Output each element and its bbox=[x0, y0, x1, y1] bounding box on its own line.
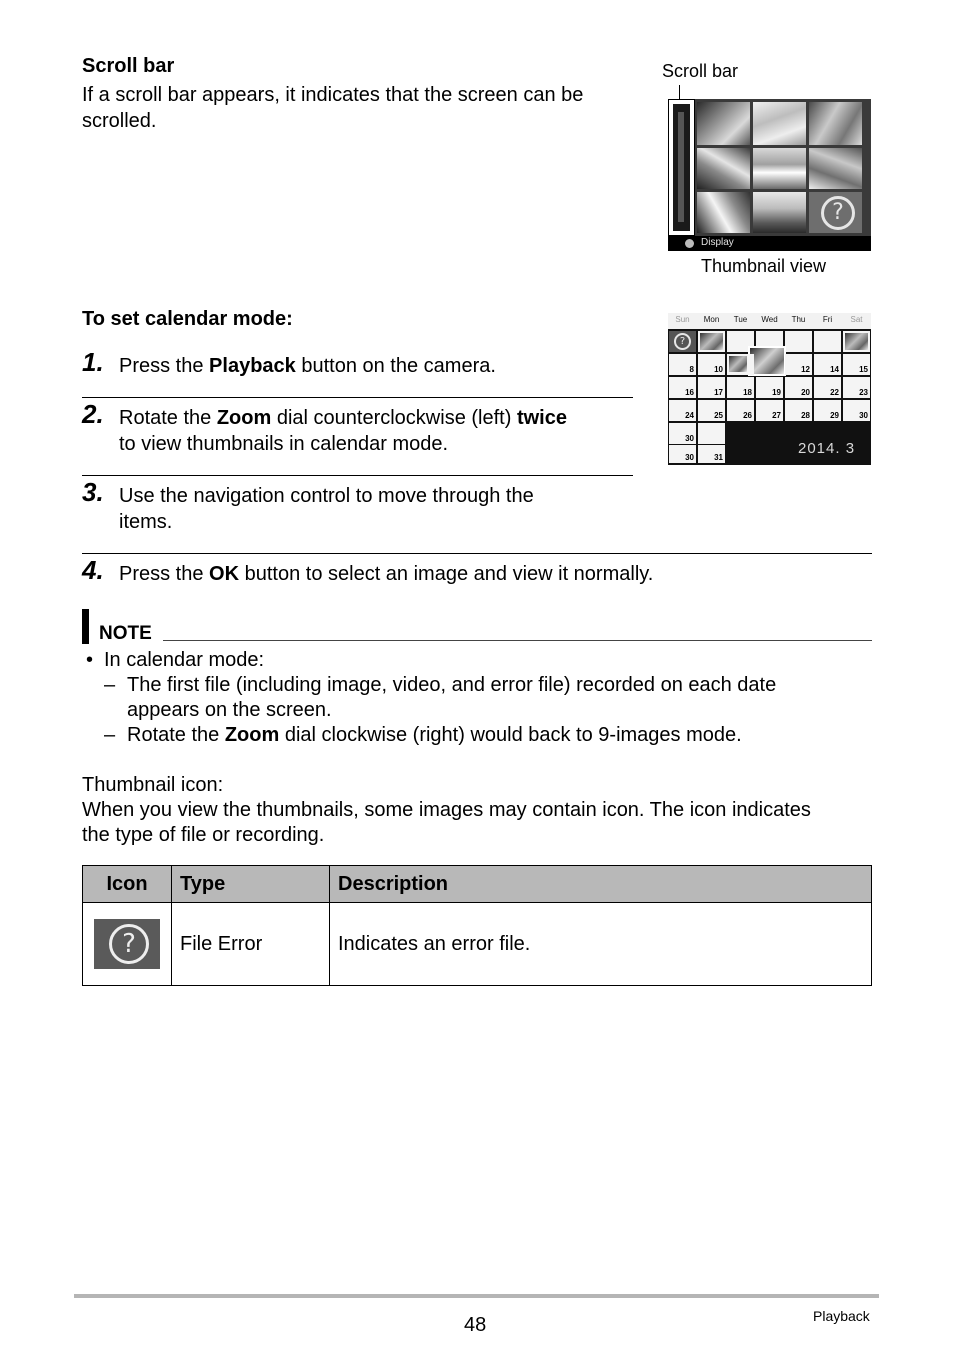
calendar-cell[interactable] bbox=[727, 354, 754, 375]
file-error-icon-box bbox=[94, 919, 160, 969]
date-number: 20 bbox=[801, 388, 810, 397]
date-number: 24 bbox=[685, 411, 694, 420]
step-text: Press the bbox=[119, 563, 210, 585]
zoom-dial-label: Zoom bbox=[216, 407, 272, 429]
note-dash-marker: – bbox=[104, 674, 116, 696]
calendar-cell[interactable] bbox=[698, 354, 725, 375]
thumbnail-image[interactable] bbox=[697, 148, 750, 189]
note-dash-1-line-2: appears on the screen. bbox=[127, 699, 332, 721]
calendar-view-screen bbox=[668, 313, 871, 465]
scroll-bar-callout-label: Scroll bar bbox=[662, 61, 739, 81]
date-number: 15 bbox=[859, 365, 868, 374]
question-mark-icon: ? bbox=[674, 333, 691, 350]
step-2-line-2: to view thumbnails in calendar mode. bbox=[119, 433, 449, 455]
note-bar bbox=[82, 609, 89, 644]
display-label: Display bbox=[701, 237, 734, 248]
calendar-cell[interactable] bbox=[756, 400, 783, 421]
calendar-cell[interactable] bbox=[785, 377, 812, 398]
calendar-cell[interactable] bbox=[756, 377, 783, 398]
screen-footer-bar bbox=[668, 236, 871, 251]
thumbnail-icon-line-2: the type of file or recording. bbox=[82, 824, 325, 846]
calendar-cell[interactable] bbox=[698, 377, 725, 398]
step-2-text bbox=[119, 405, 629, 457]
calendar-cell[interactable] bbox=[814, 354, 841, 375]
thumbnail-image[interactable] bbox=[753, 192, 806, 233]
step-text: button to select an image and view it normally. bbox=[239, 563, 654, 585]
date-number: 30 bbox=[859, 411, 868, 420]
ok-button-label: OK bbox=[209, 563, 240, 585]
note-dash-marker: – bbox=[104, 724, 116, 746]
note-dash-1-line-1: The first file (including image, video, and error file) recorded on each date bbox=[127, 674, 777, 696]
step-2-line-1 bbox=[119, 405, 629, 431]
date-number: 22 bbox=[830, 388, 839, 397]
icon-cell bbox=[83, 903, 172, 986]
date-number: 16 bbox=[685, 388, 694, 397]
calendar-cell[interactable] bbox=[669, 377, 696, 398]
thumbnail-icon-table bbox=[82, 865, 872, 986]
calendar-cell[interactable] bbox=[814, 400, 841, 421]
calendar-cell[interactable] bbox=[785, 400, 812, 421]
calendar-cell[interactable] bbox=[669, 400, 696, 421]
date-number: 29 bbox=[830, 411, 839, 420]
weekday-mon: Mon bbox=[703, 315, 720, 324]
step-3-text bbox=[119, 483, 534, 535]
step-2-number: 2. bbox=[82, 399, 104, 429]
column-header-type: Type bbox=[172, 866, 330, 903]
weekday-thu: Thu bbox=[791, 315, 806, 324]
date-number: 25 bbox=[714, 411, 723, 420]
weekday-tue: Tue bbox=[733, 315, 748, 324]
type-cell: File Error bbox=[172, 903, 330, 986]
page-number: 48 bbox=[464, 1314, 487, 1336]
thumbnail-icon-text bbox=[82, 773, 811, 848]
calendar-cell[interactable] bbox=[785, 354, 812, 375]
calendar-cell[interactable] bbox=[698, 400, 725, 421]
calendar-cell[interactable] bbox=[785, 331, 812, 352]
zoom-dial-label: Zoom bbox=[224, 724, 280, 746]
date-number: 8 bbox=[689, 365, 694, 374]
date-number: 17 bbox=[714, 388, 723, 397]
table-row bbox=[83, 903, 872, 986]
calendar-cell[interactable] bbox=[669, 423, 696, 444]
step-text: Press the bbox=[119, 355, 210, 377]
date-number: 12 bbox=[801, 365, 810, 374]
calendar-cell[interactable] bbox=[843, 354, 870, 375]
date-number: 23 bbox=[859, 388, 868, 397]
date-number: 19 bbox=[772, 388, 781, 397]
calendar-cell[interactable] bbox=[669, 354, 696, 375]
note-label: NOTE bbox=[99, 623, 152, 644]
note-text: dial clockwise (right) would back to 9-images mode. bbox=[279, 724, 742, 746]
date-number: 30 bbox=[685, 453, 694, 462]
step-text: button on the camera. bbox=[295, 355, 496, 377]
step-1-number: 1. bbox=[82, 347, 104, 377]
weekday-sat: Sat bbox=[850, 315, 863, 324]
step-1-text bbox=[119, 353, 496, 379]
weekday-wed: Wed bbox=[761, 315, 778, 324]
calendar-cell[interactable] bbox=[814, 377, 841, 398]
thumbnail-image[interactable] bbox=[809, 148, 862, 189]
scroll-bar[interactable] bbox=[668, 99, 695, 236]
calendar-mode-heading: To set calendar mode: bbox=[82, 308, 293, 330]
calendar-cell[interactable] bbox=[669, 331, 696, 352]
calendar-cell[interactable] bbox=[843, 377, 870, 398]
step-4-number: 4. bbox=[82, 555, 104, 585]
step-text: Rotate the bbox=[119, 407, 217, 429]
thumbnail-icon-heading: Thumbnail icon: bbox=[82, 774, 224, 796]
scroll-bar-track bbox=[673, 104, 690, 231]
note-bullet-text: In calendar mode: bbox=[104, 649, 265, 671]
calendar-cell[interactable] bbox=[814, 331, 841, 352]
thumbnail-image[interactable] bbox=[697, 192, 750, 233]
question-mark-icon: ? bbox=[821, 196, 855, 230]
calendar-thumbnail bbox=[700, 333, 723, 350]
weekday-sun: Sun bbox=[675, 315, 690, 324]
thumbnail-image[interactable] bbox=[809, 102, 862, 145]
scroll-bar-description: If a scroll bar appears, it indicates that the screen can be scrolled. bbox=[82, 84, 584, 132]
step-divider bbox=[82, 553, 872, 554]
step-divider bbox=[82, 397, 633, 398]
step-text: dial counterclockwise (left) bbox=[271, 407, 517, 429]
date-number: 18 bbox=[743, 388, 752, 397]
date-number: 10 bbox=[714, 365, 723, 374]
playback-button-label: Playback bbox=[209, 355, 296, 377]
scroll-bar-thumb[interactable] bbox=[678, 112, 684, 222]
calendar-cell[interactable] bbox=[843, 331, 870, 352]
thumbnail-image[interactable] bbox=[697, 102, 750, 145]
description-cell: Indicates an error file. bbox=[330, 903, 872, 986]
calendar-thumbnail bbox=[845, 333, 868, 350]
footer-rule bbox=[74, 1294, 879, 1298]
thumbnail-image[interactable] bbox=[753, 102, 806, 145]
step-3-number: 3. bbox=[82, 477, 104, 507]
column-header-icon: Icon bbox=[83, 866, 172, 903]
calendar-cell[interactable] bbox=[727, 400, 754, 421]
date-number: 28 bbox=[801, 411, 810, 420]
note-text: Rotate the bbox=[127, 724, 225, 746]
thumbnail-view-screen bbox=[668, 99, 871, 251]
table-header-row bbox=[83, 866, 872, 903]
thumbnail-image[interactable] bbox=[753, 148, 806, 189]
footer-section-name: Playback bbox=[813, 1308, 870, 1324]
weekday-fri: Fri bbox=[822, 315, 833, 324]
calendar-month-label: 2014. 3 bbox=[798, 440, 856, 457]
error-file-thumbnail[interactable] bbox=[809, 192, 862, 233]
calendar-cell[interactable] bbox=[843, 400, 870, 421]
calendar-weekday-header bbox=[668, 313, 871, 329]
ok-button-icon bbox=[685, 239, 694, 248]
note-bullet-marker: • bbox=[86, 649, 94, 671]
date-number: 27 bbox=[772, 411, 781, 420]
calendar-cell[interactable] bbox=[698, 423, 725, 444]
note-dash-1 bbox=[127, 673, 776, 723]
calendar-cell[interactable] bbox=[727, 377, 754, 398]
date-number: 31 bbox=[714, 453, 723, 462]
thumbnail-icon-line-1: When you view the thumbnails, some images may contain icon. The icon indicates bbox=[82, 799, 811, 821]
date-number: 30 bbox=[685, 434, 694, 443]
step-3-line-2: items. bbox=[119, 511, 173, 533]
note-dash-2 bbox=[127, 723, 742, 748]
calendar-thumbnail bbox=[729, 356, 747, 372]
calendar-cell[interactable] bbox=[669, 445, 696, 463]
column-header-description: Description bbox=[330, 866, 872, 903]
thumbnail-view-caption: Thumbnail view bbox=[701, 256, 827, 276]
step-3-line-1: Use the navigation control to move through the bbox=[119, 485, 534, 507]
scroll-bar-heading: Scroll bar bbox=[82, 55, 175, 77]
question-mark-icon: ? bbox=[109, 924, 149, 964]
note-rule bbox=[163, 640, 872, 641]
date-number: 14 bbox=[830, 365, 839, 374]
calendar-cell[interactable] bbox=[698, 331, 725, 352]
date-number: 26 bbox=[743, 411, 752, 420]
calendar-cell[interactable] bbox=[698, 445, 725, 463]
step-divider bbox=[82, 475, 633, 476]
twice-label: twice bbox=[516, 407, 567, 429]
step-4-text bbox=[119, 561, 653, 587]
